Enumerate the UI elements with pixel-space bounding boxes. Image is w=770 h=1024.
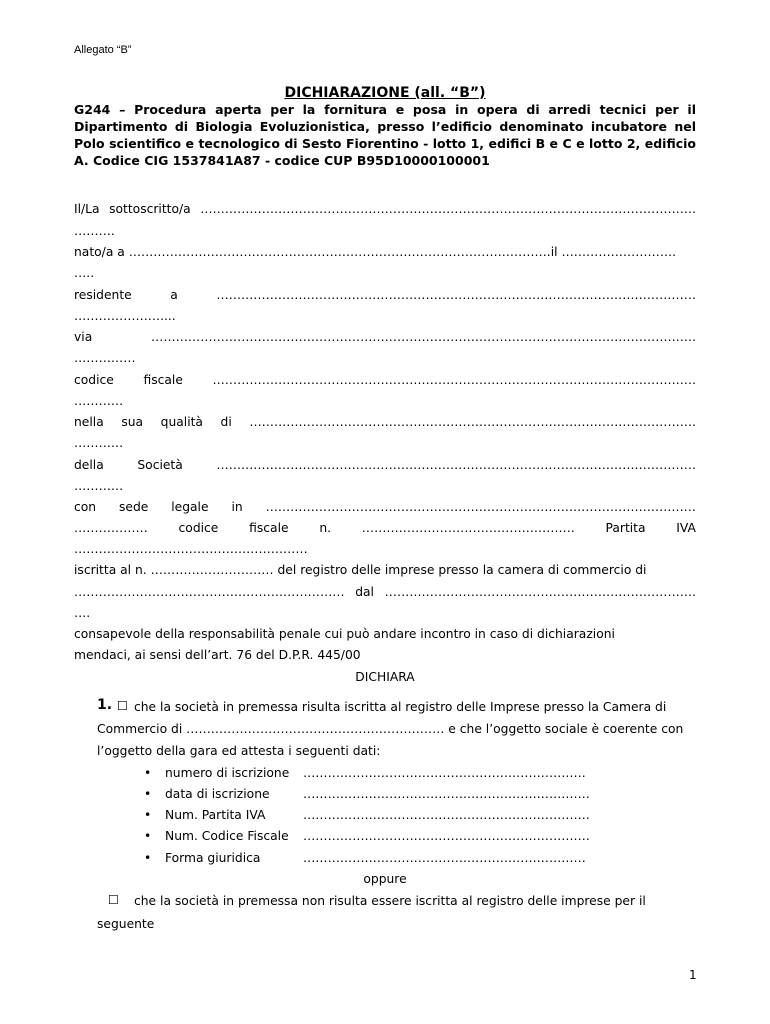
label: della — [74, 458, 104, 472]
bullet-label: numero di iscrizione — [165, 766, 290, 780]
label: sottoscritto/a — [109, 202, 191, 216]
form-line-residence — [74, 288, 696, 302]
document-title: DICHIARAZIONE (all. “B”) — [284, 85, 486, 101]
fill-dots: ………………………………………………… — [74, 542, 308, 556]
bullet-icon: • — [144, 766, 152, 780]
fill-dots: …………… — [74, 351, 136, 365]
fill-dots: ………. — [74, 224, 115, 238]
item2-line2: seguente — [97, 917, 155, 931]
form-line-tax-code — [74, 373, 696, 387]
bullet-label: Forma giuridica — [165, 851, 261, 865]
label: n. — [319, 521, 332, 535]
label: in — [231, 500, 243, 514]
label: sede — [118, 500, 149, 514]
label: codice — [178, 521, 219, 535]
responsibility-statement-end: mendaci, ai sensi dell’art. 76 del D.P.R. 445/00 — [74, 648, 361, 662]
bullet-icon: • — [144, 851, 152, 865]
label: dal — [355, 585, 374, 599]
form-line-name — [74, 202, 696, 216]
label: di — [220, 415, 232, 429]
label: con — [74, 500, 97, 514]
fill-dots: …………………………………………………………………. — [384, 585, 696, 599]
fill-dots: ……………………………………………………………………………………………………… — [216, 288, 696, 302]
bullet-icon: • — [144, 829, 152, 843]
fill-dots: …………………………………………………………………………………………………………. — [200, 202, 696, 216]
label: Società — [137, 458, 183, 472]
form-line-street — [74, 330, 696, 344]
fill-dots: ………………………………………………………………………………………………………. — [212, 373, 696, 387]
fill-dots: ………………….... — [74, 309, 176, 323]
bullet-label: data di iscrizione — [165, 787, 270, 801]
or-separator: oppure — [363, 872, 407, 886]
label: sua — [121, 415, 144, 429]
form-line-company — [74, 458, 696, 472]
item1-line2: Commercio di ……………………………………………………… e che l’oggetto sociale è coerente con — [97, 722, 684, 736]
fill-dots: ….. — [74, 266, 95, 280]
responsibility-statement: consapevole della responsabilità penale cui può andare incontro in caso di dichiarazioni — [74, 627, 615, 641]
label: fiscale — [143, 373, 183, 387]
checkbox-icon[interactable]: ☐ — [117, 699, 129, 713]
label: residente — [74, 288, 132, 302]
fill-dots: …. — [74, 606, 91, 620]
fill-dots: ………… — [74, 394, 124, 408]
bullet-icon: • — [144, 787, 152, 801]
form-line-company-codes — [74, 521, 696, 535]
fill-dots: ……………………………………………………………………………………………………………………. — [151, 330, 696, 344]
fill-dots: ………………………………………………………… — [74, 585, 345, 599]
label: IVA — [676, 521, 696, 535]
label: legale — [171, 500, 209, 514]
label: Partita — [605, 521, 646, 535]
label: Il/La — [74, 202, 100, 216]
form-line-birth: nato/a a ………………………………………………………………………………………….il ………………………. — [74, 245, 677, 259]
fill-dots: ………………………………………………………………………………………………. — [249, 415, 696, 429]
fill-dots: …………………………………………………………… — [303, 766, 586, 780]
item-number: 1. — [97, 697, 113, 713]
declare-heading: DICHIARA — [355, 670, 415, 684]
label: a — [170, 288, 178, 302]
fill-dots: ……………………………………………………………………………………………………… — [216, 458, 696, 472]
item2-line1: che la società in premessa non risulta essere iscritta al registro delle imprese per il — [134, 894, 646, 908]
label: via — [74, 330, 93, 344]
label: qualità — [160, 415, 203, 429]
bullet-icon: • — [144, 808, 152, 822]
form-line-registry-date — [74, 585, 696, 599]
form-line-headquarters — [74, 500, 696, 514]
page-number: 1 — [689, 968, 697, 982]
form-line-role — [74, 415, 696, 429]
attachment-label: Allegato “B” — [74, 44, 132, 56]
fill-dots: ……………………………………………………………. — [303, 787, 590, 801]
item1-line1: che la società in premessa risulta iscritta al registro delle Imprese presso la Camera di — [134, 700, 667, 714]
fill-dots: …………………………………………………………………………………………… — [265, 500, 696, 514]
form-line-registry: iscritta al n. ………………………… del registro delle imprese presso la camera di commercio di — [74, 563, 647, 577]
fill-dots: ………… — [74, 436, 124, 450]
fill-dots: ……………………………………………………………. — [303, 829, 590, 843]
fill-dots: ……………………………………………. — [361, 521, 575, 535]
fill-dots: …………………………………………………………… — [303, 851, 586, 865]
checkbox-icon[interactable]: ☐ — [108, 893, 120, 907]
procedure-description: G244 – Procedura aperta per la fornitura e posa in opera di arredi tecnici per il Dipartimento di Biologia Evoluzionistica, presso l’edificio denominato incubatore nel Polo scientifico e tecnologico di Sesto Fiorentino - lotto 1, edifici B e C e lotto 2, edificio A. Codice CIG 1537841A87 - codice CUP B95D10000100001 — [74, 102, 696, 168]
fill-dots: ……………… — [74, 521, 148, 535]
item1-line3: l’oggetto della gara ed attesta i seguenti dati: — [97, 744, 381, 758]
label: codice — [74, 373, 114, 387]
label: fiscale — [249, 521, 289, 535]
bullet-label: Num. Codice Fiscale — [165, 829, 289, 843]
fill-dots: ……………………………………………………………. — [303, 808, 590, 822]
bullet-label: Num. Partita IVA — [165, 808, 266, 822]
label: nella — [74, 415, 104, 429]
fill-dots: ………… — [74, 479, 124, 493]
